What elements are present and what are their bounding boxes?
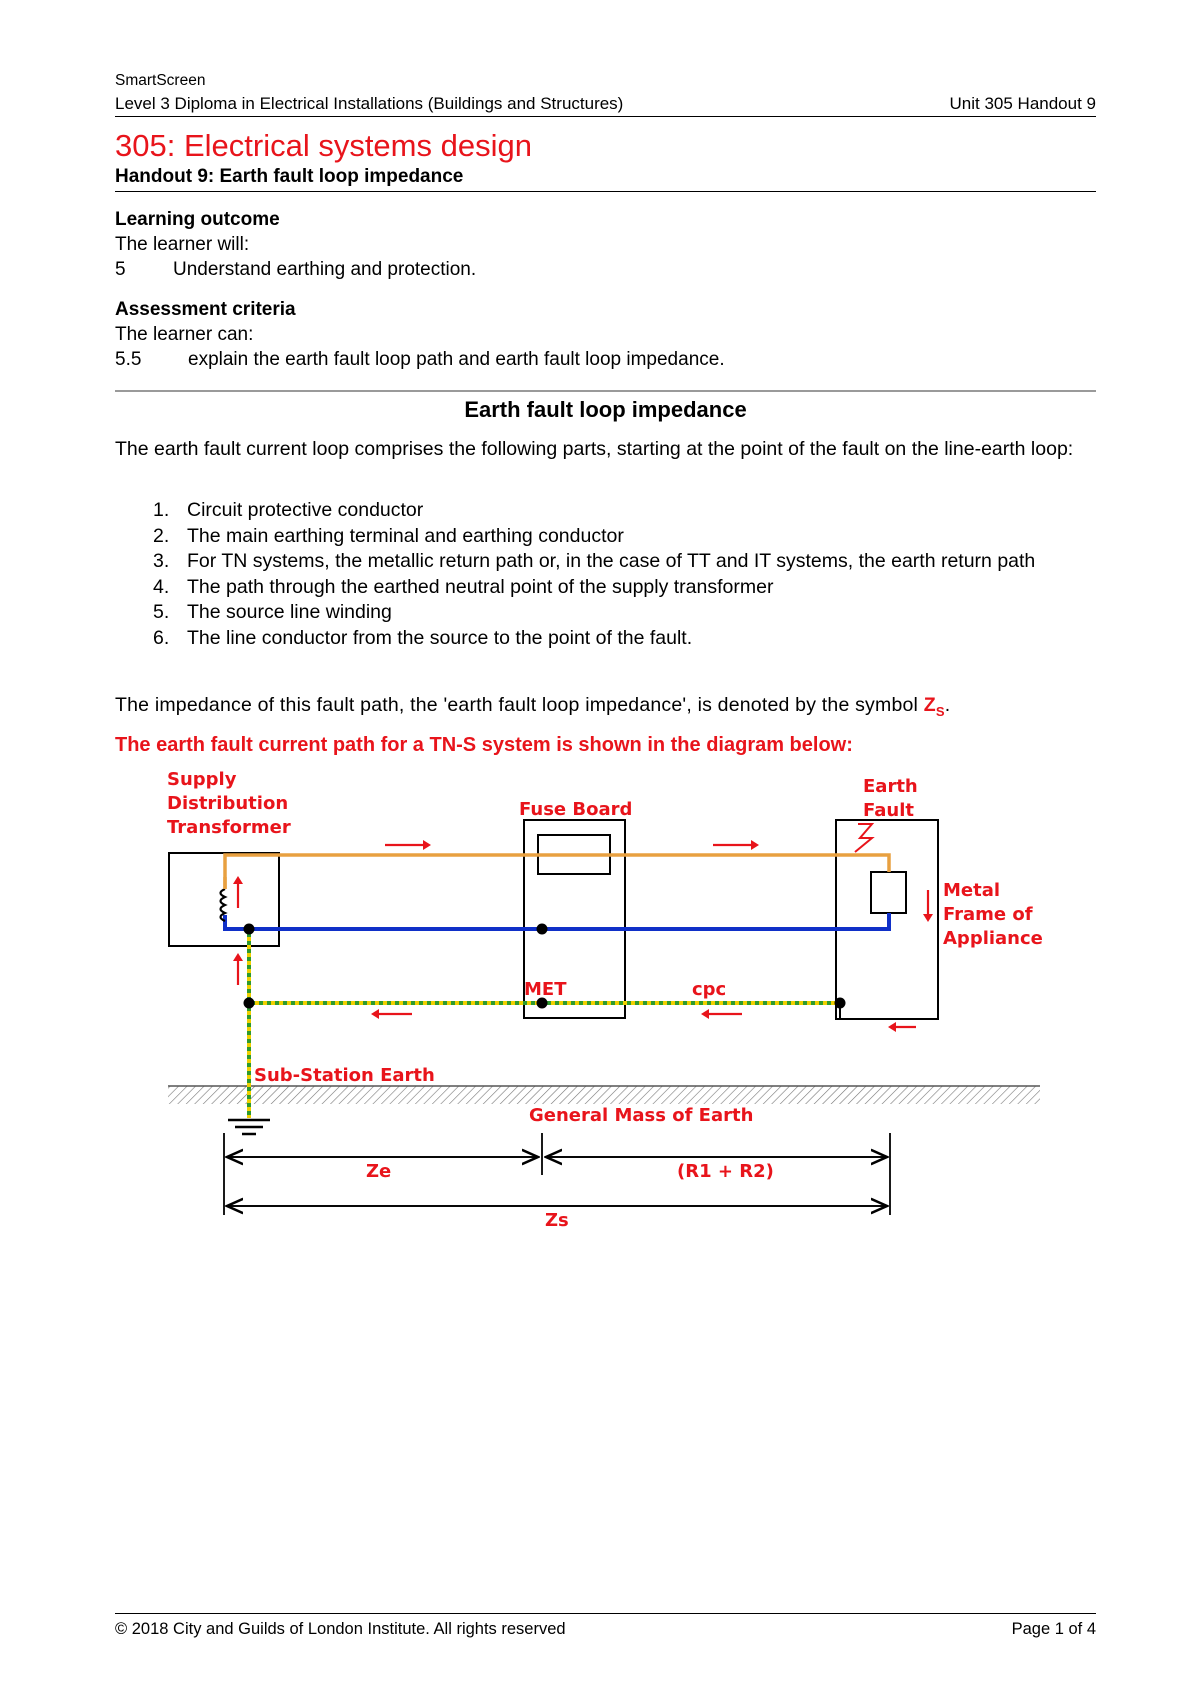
- impedance-dimension-lines: [224, 1133, 890, 1215]
- outcome-number: 5: [115, 259, 126, 280]
- supply-label-3: Transformer: [167, 817, 291, 838]
- list-text: The line conductor from the source to the point of the fault.: [187, 626, 693, 649]
- list-text: The main earthing terminal and earthing conductor: [187, 524, 624, 547]
- page-title: 305: Electrical systems design: [115, 128, 532, 163]
- list-text: For TN systems, the metallic return path or, in the case of TT and IT systems, the earth return path: [187, 550, 1036, 572]
- cpc-label: cpc: [692, 979, 727, 1000]
- metal-frame-label-3: Appliance: [943, 928, 1043, 949]
- general-mass-label: General Mass of Earth: [529, 1105, 754, 1126]
- handout-subtitle: Handout 9: Earth fault loop impedance: [115, 166, 464, 187]
- line-conductor: [225, 855, 889, 889]
- footer-rule: [115, 1613, 1096, 1614]
- header-course: Level 3 Diploma in Electrical Installations (Buildings and Structures): [115, 94, 624, 113]
- zs-label: Zs: [545, 1210, 569, 1231]
- list-number: 5.: [153, 601, 170, 623]
- learning-outcome-heading: Learning outcome: [115, 209, 280, 230]
- diagram-title: The earth fault current path for a TN-S system is shown in the diagram below:: [115, 734, 853, 756]
- list-text: The path through the earthed neutral point of the supply transformer: [187, 575, 774, 598]
- list-number: 6.: [153, 626, 170, 649]
- list-number: 4.: [153, 575, 170, 598]
- neutral-conductor: [225, 913, 889, 929]
- footer-page-number: Page 1 of 4: [1011, 1620, 1096, 1638]
- metal-frame-label-2: Frame of: [943, 904, 1033, 925]
- header-unit: Unit 305 Handout 9: [949, 94, 1096, 113]
- fuse-board-label: Fuse Board: [519, 799, 633, 820]
- metal-frame-label-1: Metal: [943, 880, 1001, 901]
- earth-fault-label-2: Fault: [863, 800, 914, 821]
- criteria-number: 5.5: [115, 349, 142, 370]
- met-label: MET: [524, 979, 567, 1000]
- list-number: 3.: [153, 550, 170, 572]
- zs-symbol: $Z_S$: [923, 694, 945, 719]
- supply-label-2: Distribution: [167, 793, 289, 814]
- header-brand: SmartScreen: [115, 72, 206, 89]
- assessment-heading: Assessment criteria: [115, 299, 296, 320]
- earth-fault-icon: [855, 824, 872, 852]
- supply-label-1: Supply: [167, 769, 237, 790]
- criteria-text: explain the earth fault loop path and earth fault loop impedance.: [188, 349, 725, 370]
- assessment-intro: The learner can:: [115, 324, 254, 345]
- outcome-text: Understand earthing and protection.: [173, 259, 477, 280]
- list-number: 2.: [153, 524, 170, 547]
- list-text: The source line winding: [187, 601, 392, 623]
- appliance-load-icon: [871, 872, 906, 913]
- list-number: 1.: [153, 499, 170, 521]
- learning-outcome-intro: The learner will:: [115, 234, 250, 255]
- list-text: Circuit protective conductor: [187, 499, 424, 521]
- r1-r2-label: (R1 + R2): [677, 1161, 774, 1182]
- footer-copyright: © 2018 City and Guilds of London Institute. All rights reserved: [115, 1620, 566, 1638]
- ze-label: Ze: [366, 1161, 392, 1182]
- ground-hatch: [168, 1086, 1040, 1104]
- section-intro: The earth fault current loop comprises the following parts, starting at the point of the fault on the line-earth loop:: [115, 438, 1074, 460]
- impedance-statement: The impedance of this fault path, the 'earth fault loop impedance', is denoted by the symbol $Z_S$.: [115, 694, 951, 719]
- impedance-text: The impedance of this fault path, the 'earth fault loop impedance', is denoted by the symbol: [115, 694, 924, 716]
- substation-earth-label: Sub-Station Earth: [254, 1065, 435, 1086]
- earth-fault-label-1: Earth: [863, 776, 918, 797]
- section-heading: Earth fault loop impedance: [464, 397, 747, 422]
